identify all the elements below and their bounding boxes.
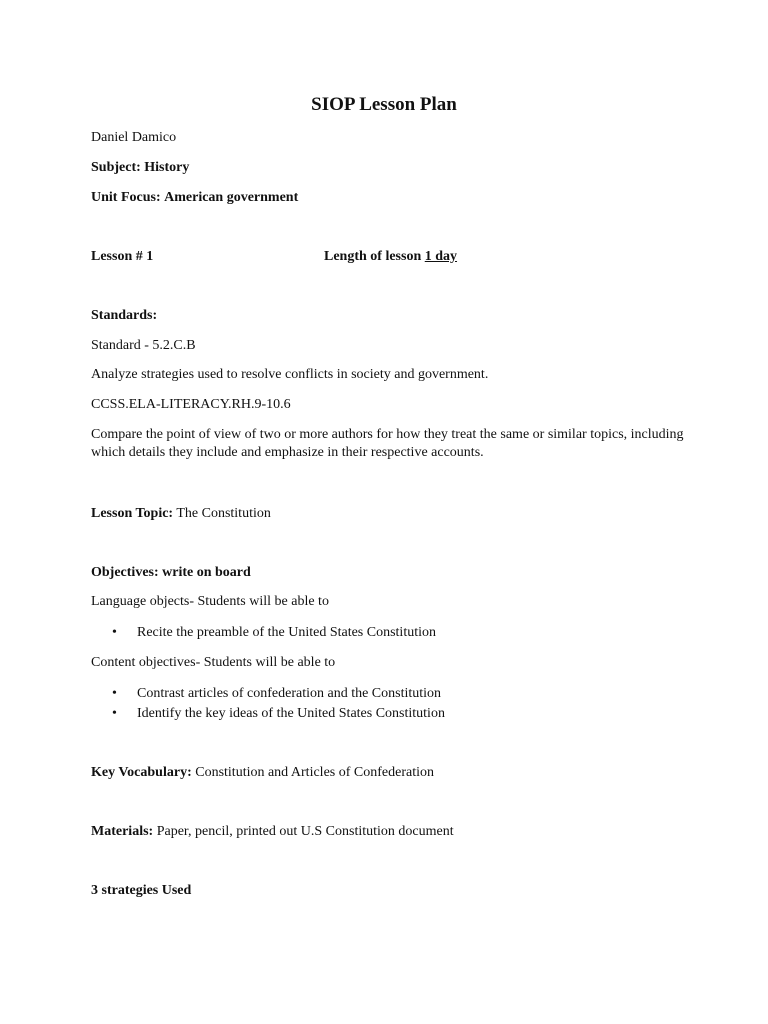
unit-focus-line bbox=[91, 189, 298, 207]
standard-code-2: CCSS.ELA-LITERACY.RH.9-10.6 bbox=[91, 397, 291, 412]
lesson-length-value: 1 day bbox=[424, 249, 458, 264]
lesson-length-line bbox=[324, 248, 457, 266]
bullet-icon: • bbox=[112, 686, 117, 701]
key-vocabulary-label: Key Vocabulary: bbox=[91, 765, 192, 780]
materials-line bbox=[91, 823, 454, 841]
unit-focus-label: Unit Focus: bbox=[91, 190, 161, 205]
subject-line bbox=[91, 159, 189, 177]
subject-label: Subject: bbox=[91, 160, 141, 175]
standard-text-2: Compare the point of view of two or more authors for how they treat the same or similar topics, including which details they include and emphasize in their respective accounts. bbox=[91, 427, 684, 460]
standard-text-1: Analyze strategies used to resolve conflicts in society and government. bbox=[91, 367, 489, 382]
document-title: SIOP Lesson Plan bbox=[311, 94, 457, 115]
language-bullet-1: Recite the preamble of the United States Constitution bbox=[137, 625, 436, 640]
standards-heading: Standards: bbox=[91, 308, 158, 323]
content-bullet-1: Contrast articles of confederation and the Constitution bbox=[137, 686, 442, 701]
unit-focus-value: American government bbox=[164, 190, 299, 205]
materials-label: Materials: bbox=[91, 824, 154, 839]
language-objectives: Language objects- Students will be able to bbox=[91, 594, 329, 609]
lesson-topic-line bbox=[91, 505, 271, 523]
materials-value: Paper, pencil, printed out U.S Constitution document bbox=[156, 824, 454, 839]
subject-value: History bbox=[144, 160, 190, 175]
lesson-length-label: Length of lesson bbox=[324, 249, 422, 264]
lesson-number: Lesson # 1 bbox=[91, 249, 154, 264]
content-bullet-2: Identify the key ideas of the United States Constitution bbox=[137, 706, 445, 721]
key-vocabulary-value: Constitution and Articles of Confederation bbox=[195, 765, 434, 780]
author-name: Daniel Damico bbox=[91, 130, 177, 145]
standard-code-1: Standard - 5.2.C.B bbox=[91, 338, 196, 353]
objectives-heading: Objectives: write on board bbox=[91, 565, 251, 580]
key-vocabulary-line bbox=[91, 764, 434, 782]
strategies-heading: 3 strategies Used bbox=[91, 883, 192, 898]
content-objectives: Content objectives- Students will be able to bbox=[91, 655, 336, 670]
bullet-icon: • bbox=[112, 625, 117, 640]
bullet-icon: • bbox=[112, 706, 117, 721]
lesson-topic-value: The Constitution bbox=[176, 506, 271, 521]
lesson-topic-label: Lesson Topic: bbox=[91, 506, 174, 521]
